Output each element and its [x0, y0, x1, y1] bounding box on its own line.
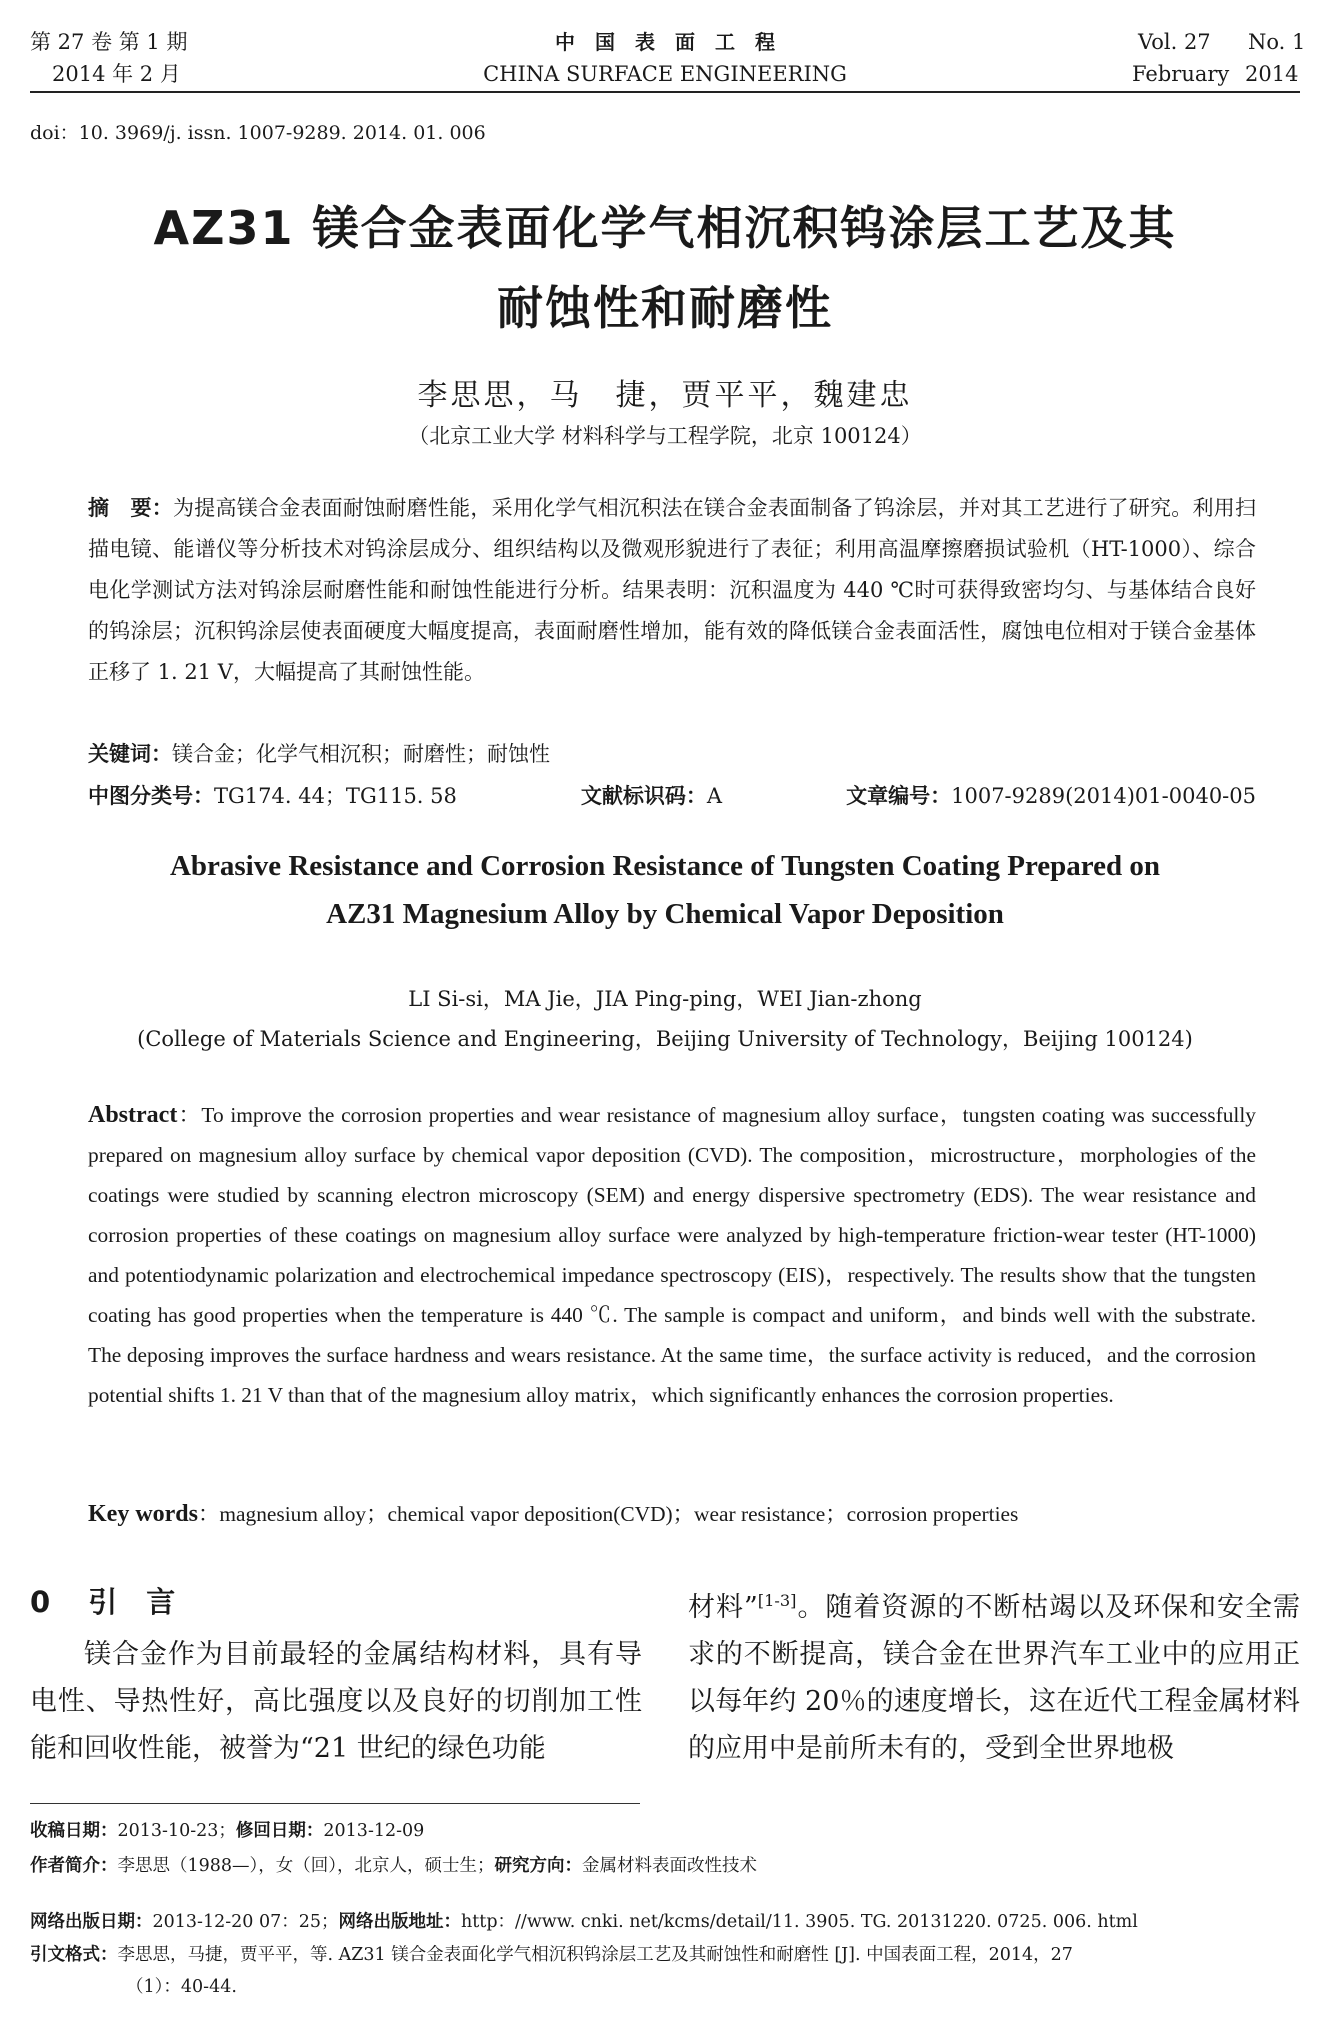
header-rule: [30, 91, 1300, 93]
journal-no-en: No. 1: [1248, 30, 1306, 54]
body-right-column: [688, 1584, 1300, 1772]
footnote-online: [30, 1907, 1300, 1937]
footnote-cite-cont: （1）：40-44.: [126, 1977, 237, 1997]
online-url-label: 网络出版地址：: [338, 1912, 461, 1932]
affiliation-cn: （北京工业大学 材料科学与工程学院，北京 100124）: [408, 424, 922, 448]
section-number: 0: [30, 1585, 51, 1619]
abstract-en-text: ：To improve the corrosion properties and wear resistance of magnesium alloy surface，tungsten coating was successfully prepared on magnesium alloy surface by chemical vapor deposition (CVD). The composition，microstructure，morphologies of the coatings were studied by scanning electron microscopy (SEM) and energy dispersive spectrometry (EDS). The wear resistance and corrosion properties of these coatings on magnesium alloy surface were analyzed by high-temperature friction-wear tester (HT-1000) and potentiodynamic polarization and electrochemical impedance spectroscopy (EIS)，respectively. The results show that the tungsten coating has good properties when the temperature is 440 ℃. The sample is compact and uniform，and binds well with the substrate. The deposing improves the surface hardness and wears resistance. At the same time，the surface activity is reduced，and the corrosion potential shifts 1. 21 V than that of the magnesium alloy matrix，which significantly enhances the corrosion properties.: [88, 1103, 1256, 1407]
doc-code-label: 文献标识码：: [580, 784, 707, 808]
keywords-cn: [88, 738, 550, 768]
journal-volume-cn: 第 27 卷 第 1 期: [30, 30, 188, 54]
title-en-line1: Abrasive Resistance and Corrosion Resistance of Tungsten Coating Prepared on: [169, 850, 1161, 882]
abstract-en-label: Abstract: [88, 1102, 178, 1128]
classification-line: [88, 780, 1256, 810]
abstract-cn-text: 为提高镁合金表面耐蚀耐磨性能，采用化学气相沉积法在镁合金表面制备了钨涂层，并对其工艺进行了研究。利用扫描电镜、能谱仪等分析技术对钨涂层成分、组织结构以及微观形貌进行了表征；利用高温摩擦磨损试验机（HT-1000）、综合电化学测试方法对钨涂层耐磨性能和耐蚀性能进行分析。结果表明：沉积温度为 440 ℃时可获得致密均匀、与基体结合良好的钨涂层；沉积钨涂层使表面硬度大幅度提高，表面耐磨性增加，能有效的降低镁合金表面活性，腐蚀电位相对于镁合金基体正移了 1. 21 V，大幅提高了其耐蚀性能。: [88, 496, 1257, 684]
section-title: 引 言: [88, 1585, 176, 1619]
cite-label: 引文格式：: [30, 1945, 118, 1965]
doc-code-value: A: [706, 784, 723, 808]
reference-mark[interactable]: [1-3]: [757, 1591, 797, 1610]
title-cn-line2: 耐蚀性和耐磨性: [497, 281, 833, 335]
abstract-en: [88, 1095, 1256, 1415]
cite-value: 李思思，马捷，贾平平，等. AZ31 镁合金表面化学气相沉积钨涂层工艺及其耐蚀性和耐磨性 [J]. 中国表面工程，2014，27: [117, 1945, 1073, 1965]
keywords-cn-label: 关键词：: [88, 742, 172, 766]
section-heading: [30, 1580, 213, 1621]
document-code: [581, 780, 722, 810]
author-info-value: 李思思（1988—），女（回），北京人，硕士生；: [117, 1856, 495, 1876]
online-url-link[interactable]: http：//www. cnki. net/kcms/detail/11. 3905. TG. 20131220. 0725. 006. html: [461, 1912, 1138, 1932]
research-value: 金属材料表面改性技术: [582, 1856, 758, 1876]
abstract-cn: [88, 488, 1256, 693]
keywords-en-label: Key words: [88, 1501, 198, 1527]
body-right-text: 。随着资源的不断枯竭以及环保和安全需求的不断提高，镁合金在世界汽车工业中的应用正以每年约 20％的速度增长，这在近代工程金属材料的应用中是前所未有的，受到全世界地极: [688, 1592, 1301, 1764]
keywords-cn-text: 镁合金；化学气相沉积；耐磨性；耐蚀性: [172, 742, 550, 766]
journal-month-en: February: [1132, 62, 1230, 86]
received-value: 2013-10-23；: [117, 1821, 236, 1841]
clc-number: [88, 780, 457, 810]
authors-cn: 李思思，马 捷，贾平平，魏建忠: [417, 378, 913, 413]
clc-label: 中图分类号：: [88, 784, 214, 808]
title-cn-line1: AZ31 镁合金表面化学气相沉积钨涂层工艺及其: [153, 201, 1177, 255]
keywords-en-text: ：magnesium alloy；chemical vapor deposition(CVD)；wear resistance；corrosion properties: [198, 1502, 1019, 1526]
journal-year-en: 2014: [1245, 62, 1299, 86]
footnote-dates: [30, 1816, 1300, 1846]
authors-en: LI Si-si，MA Jie，JIA Ping-ping，WEI Jian-zhong: [408, 987, 922, 1011]
keywords-en: [88, 1497, 1256, 1528]
author-info-label: 作者简介：: [30, 1856, 118, 1876]
revised-value: 2013-12-09: [323, 1821, 425, 1841]
body-right-start: 材料”: [688, 1592, 758, 1623]
footnote-cite: [30, 1940, 1300, 1970]
article-number-value: 1007-9289(2014)01-0040-05: [951, 784, 1256, 808]
revised-label: 修回日期：: [235, 1821, 324, 1841]
research-label: 研究方向：: [494, 1856, 583, 1876]
footnote-rule: [30, 1803, 640, 1804]
doi[interactable]: doi：10. 3969/j. issn. 1007-9289. 2014. 01. 006: [30, 122, 486, 144]
article-number-label: 文章编号：: [846, 784, 952, 808]
affiliation-en: (College of Materials Science and Engineering，Beijing University of Technology，Beijing 100124): [137, 1027, 1193, 1051]
footnote-author: [30, 1851, 1300, 1881]
journal-vol-en: Vol. 27: [1138, 30, 1211, 54]
journal-date-cn: 2014 年 2 月: [52, 62, 181, 86]
clc-value: TG174. 44；TG115. 58: [214, 784, 457, 808]
journal-name-cn: 中 国 表 面 工 程: [555, 30, 775, 54]
received-label: 收稿日期：: [30, 1821, 118, 1841]
journal-name-en: CHINA SURFACE ENGINEERING: [483, 62, 847, 86]
abstract-cn-label: 摘 要：: [88, 496, 173, 520]
title-en-line2: AZ31 Magnesium Alloy by Chemical Vapor Deposition: [326, 898, 1004, 930]
online-date-value: 2013-12-20 07：25；: [152, 1912, 339, 1932]
body-left-column: 镁合金作为目前最轻的金属结构材料，具有导电性、导热性好，高比强度以及良好的切削加工性能和回收性能，被誉为“21 世纪的绿色功能: [30, 1639, 642, 1764]
online-date-label: 网络出版日期：: [30, 1912, 153, 1932]
article-number: [846, 780, 1256, 810]
